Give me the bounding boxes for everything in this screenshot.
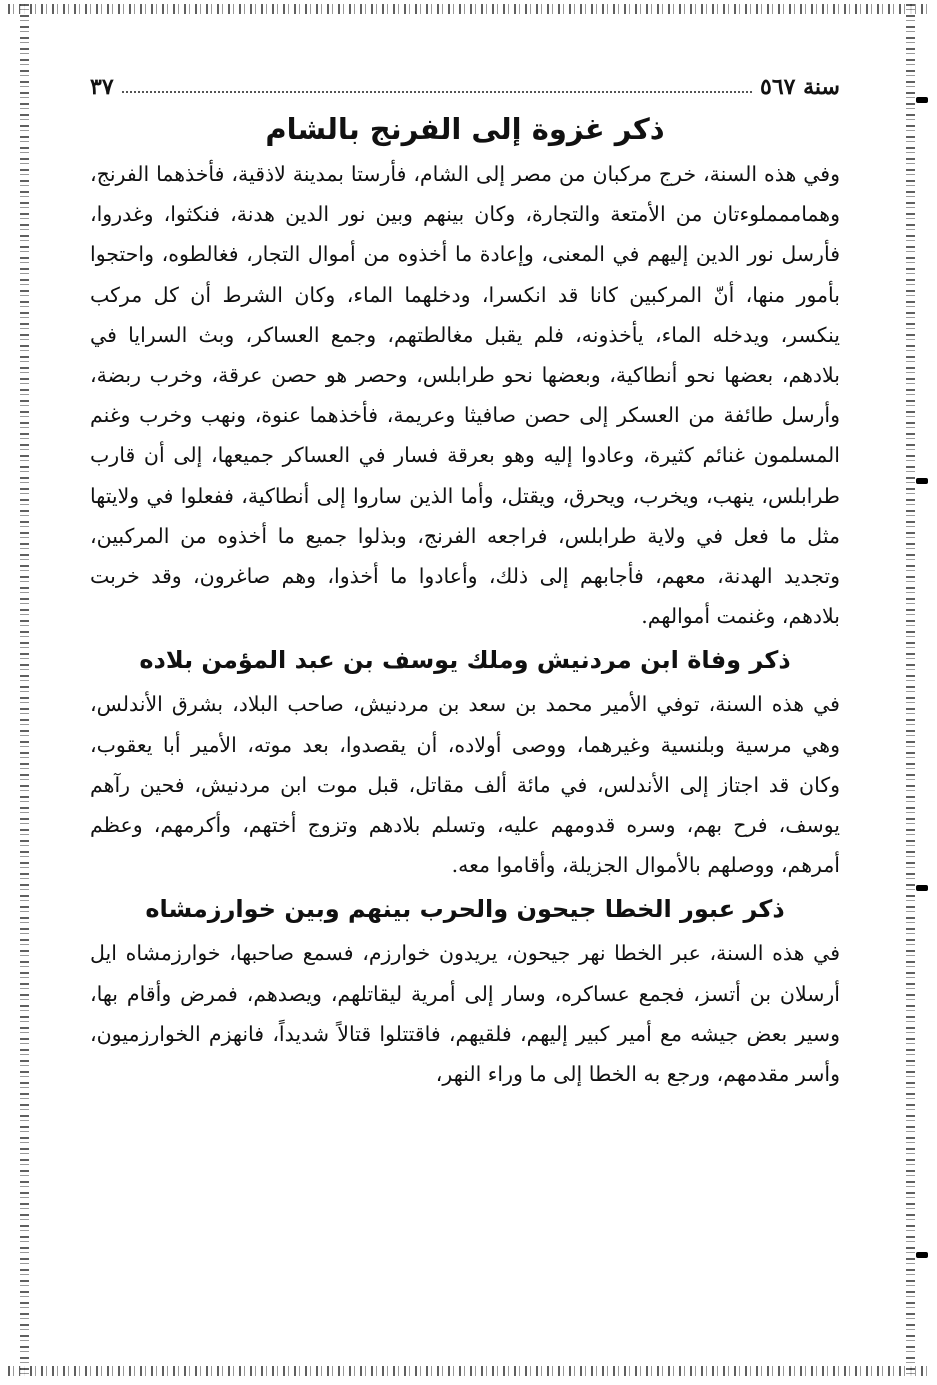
section-paragraph: في هذه السنة، عبر الخطا نهر جيحون، يريدون خوارزم، فسمع صاحبها، خوارزمشاه ايل أرسلان بن أتسز، فجمع عساكره، وسار إلى أمرية ليقاتلهم، ويصدهم، فمرض وأقام بها، وسير بعض جيشه مع أمير كبير إليهم، فلقيهم، فاقتتلوا قتالاً شديداً، فانهزم الخوارزميون، وأسر مقدمهم، ورجع به الخطا إلى ما وراء النهر، [90,941,840,1087]
margin-marker [916,97,928,103]
running-header [90,70,840,104]
page-number: ٣٧ [90,74,114,100]
section-paragraph: في هذه السنة، توفي الأمير محمد بن سعد بن مردنيش، صاحب البلاد، بشرق الأندلس، وهي مرسية وبلنسية وغيرهما، ووصى أولاده، أن يقصدوا، بعد موته، الأمير أبا يعقوب، وكان قد اجتاز إلى الأندلس، في مائة ألف مقاتل، قبل موت ابن مردنيش، فحين رآهم يوسف، فرح بهم، وسره قدومهم عليه، وتسلم بلادهم وتزوج أختهم، وأكرمهم، وعظم أمرهم، ووصلهم بالأموال الجزيلة، وأقاموا معه. [90,692,840,878]
header-year: سنة ٥٦٧ [760,74,840,100]
margin-marker [916,885,928,891]
ornamental-border-bottom [8,1366,929,1376]
book-page [90,70,840,1094]
margin-marker [916,478,928,484]
section-paragraph: وفي هذه السنة، خرج مركبان من مصر إلى الشام، فأرستا بمدينة لاذقية، فأخذهما الفرنج، وهماممملوءتان من الأمتعة والتجارة، وكان بينهم وبين نور الدين هدنة، فنكثوا، وغدروا، فأرسل نور الدين إليهم في المعنى، وإعادة ما أخذوه من أموال التجار، فغالطوه، واحتجوا بأمور منها، أنّ المركبين كانا قد انكسرا، ودخلهما الماء، وكان الشرط أن كل مركب ينكسر، ويدخله الماء، يأخذونه، فلم يقبل مغالطتهم، وجمع العساكر، وبث السرايا في بلادهم، بعضها نحو أنطاكية، وبعضها نحو طرابلس، وحصر هو حصن عرقة، وخرب ربضة، وأرسل طائفة من العسكر إلى حصن صافيثا وعريمة، فأخذهما عنوة، ونهب وخرب وغنم المسلمون غنائم كثيرة، وعادوا إليه وهو بعرقة فسار في العساكر جميعها، إلى أن قارب طرابلس، ينهب، ويخرب، ويحرق، ويقتل، وأما الذين ساروا إلى أنطاكية، ففعلوا في ولايتها مثل ما فعل في ولاية طرابلس، فراجعه الفرنج، وبذلوا جميع ما أخذوه من المركبين، وتجديد الهدنة، معهم، فأجابهم إلى ذلك، وأعادوا ما أخذوا، وهم صاغرون، وقد خربت بلادهم، وغنمت أموالهم. [90,162,840,629]
dotted-leader [122,91,752,93]
section-title: ذكر غزوة إلى الفرنج بالشام [265,112,665,146]
ornamental-border-right [906,4,915,1376]
margin-marker [916,1252,928,1258]
ornamental-border-left [20,4,29,1376]
ornamental-border-top [8,4,929,14]
section-title: ذكر عبور الخطا جيحون والحرب بينهم وبين خوارزمشاه [145,895,785,924]
section-title: ذكر وفاة ابن مردنيش وملك يوسف بن عبد المؤمن بلاده [139,646,791,675]
